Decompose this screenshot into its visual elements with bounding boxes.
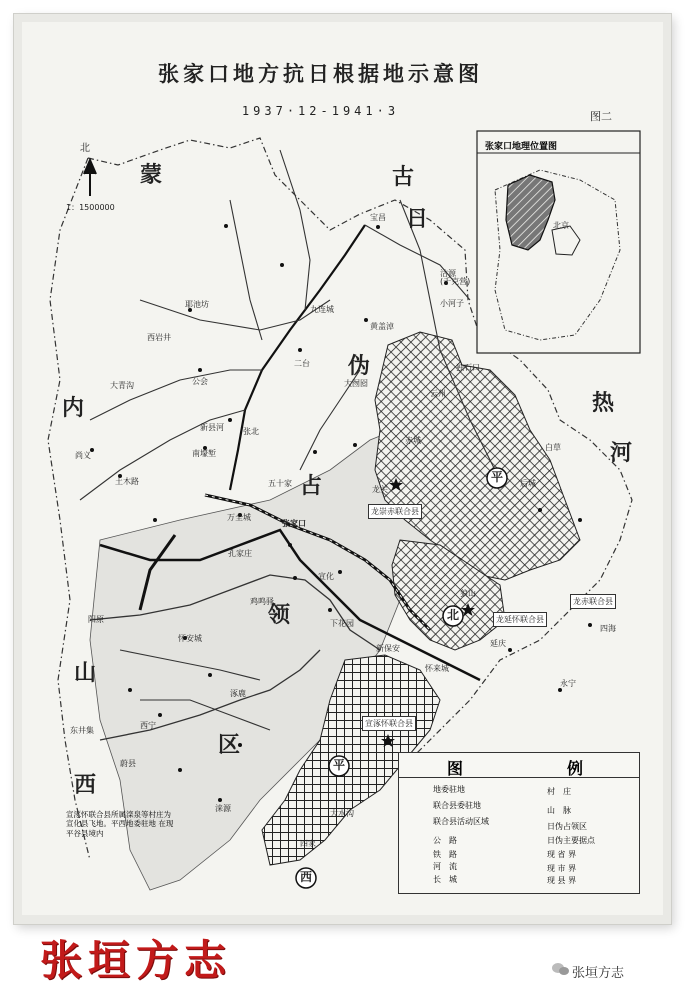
place-label: 西岩井 — [147, 333, 171, 342]
brand-watermark: 张垣方志 — [40, 936, 233, 985]
legend — [398, 752, 640, 894]
legend-item: 现 市 界 — [547, 864, 577, 873]
legend-item: 村 庄 — [547, 787, 571, 796]
legend-item: 地委驻地 — [433, 785, 465, 794]
region-ling: 领 — [268, 602, 291, 628]
legend-item: 联合县活动区域 — [433, 817, 489, 826]
county-box-xuanzhuo: 宣涿怀联合县 — [362, 716, 416, 731]
place-label: 大青沟 — [110, 381, 134, 390]
place-label: 四海 — [600, 624, 616, 633]
place-label: 宝昌 — [370, 213, 386, 222]
circle-ping-label: 平 — [491, 470, 504, 484]
legend-item: 现 省 界 — [547, 850, 577, 859]
region-zhan: 占 — [300, 473, 323, 499]
place-label: 土木路 — [115, 477, 139, 486]
legend-item: 铁 路 — [433, 850, 457, 859]
place-label: 永宁 — [560, 679, 576, 688]
north-arrow — [84, 160, 96, 196]
map-note: 宣涿怀联合县所属滦泉等村庄为宣化县飞地。平西地委驻地 在现平谷县境内 — [66, 810, 174, 838]
region-meng: 蒙 — [140, 162, 163, 188]
place-label: 涞源 — [215, 804, 231, 813]
county-box-longchi: 龙赤联合县 — [570, 594, 616, 609]
legend-item: 日伪占领区 — [547, 822, 587, 831]
place-label: 涿鹿 — [230, 689, 246, 698]
place-label: 云州 — [430, 389, 446, 398]
place-label: 孔家庄 — [228, 549, 252, 558]
legend-item: 山 脉 — [547, 806, 571, 815]
place-label: 西宁 — [140, 721, 156, 730]
place-label: 新保安 — [376, 644, 400, 653]
map-title: 张家口地方抗日根据地示意图 — [158, 61, 483, 86]
place-label: 阳原 — [88, 615, 104, 624]
region-nei: 内 — [62, 395, 85, 421]
figure-number: 图二 — [590, 110, 612, 123]
place-label: 赤城 — [405, 436, 421, 445]
railway-north — [230, 225, 365, 490]
place-label: 怀来城 — [425, 664, 449, 673]
circle-bei-label: 北 — [447, 608, 460, 622]
place-label: 下花园 — [330, 619, 354, 628]
legend-item: 河 流 — [433, 862, 457, 871]
inset-title: 张家口地理位置图 — [485, 142, 558, 152]
region-he: 河 — [610, 440, 633, 466]
place-label: 张北 — [243, 427, 259, 436]
county-box-longyan: 龙延怀联合县 — [493, 612, 547, 627]
place-label: 尚义 — [75, 451, 91, 460]
place-label: 鸡鸣驿 — [250, 597, 274, 606]
legend-item: 联合县委驻地 — [433, 801, 481, 810]
region-shan: 山 — [74, 660, 97, 686]
place-label: 小河子 — [440, 299, 464, 308]
place-label: 后城 — [520, 479, 536, 488]
place-label: 九连城 — [310, 305, 334, 314]
place-label: 大水沟 — [330, 809, 354, 818]
place-label: 万全城 — [227, 513, 251, 522]
place-label: 黄盖淖 — [370, 322, 394, 331]
place-label: 蔚县 — [120, 759, 136, 768]
scale-label: 1：1500000 — [66, 203, 115, 212]
date-range: 1937·12-1941·3 — [241, 104, 400, 118]
place-label: 怀安城 — [178, 634, 202, 643]
place-label: 新县河 — [200, 423, 224, 432]
place-label: 宣化 — [318, 572, 334, 581]
place-label: 延庆 — [490, 639, 506, 648]
wechat-account-name: 张垣方志 — [572, 966, 625, 981]
region-wei: 伪 — [348, 353, 371, 379]
north-label: 北 — [80, 143, 90, 154]
legend-item: 长 城 — [433, 875, 457, 884]
place-label: 耶池坊 — [185, 300, 209, 309]
legend-item: 公 路 — [433, 836, 457, 845]
legend-item: 日伪主要据点 — [547, 836, 595, 845]
place-label: 龙关 — [372, 485, 388, 494]
west-boundary — [48, 158, 90, 860]
inset-city: 北京 — [553, 221, 569, 230]
place-label: 公会 — [192, 377, 208, 386]
place-label: 四家 — [300, 839, 316, 848]
place-label: 沽源 (千克营) — [440, 269, 471, 286]
place-label: 张家口 — [282, 519, 306, 528]
region-xi: 西 — [74, 772, 97, 798]
place-label: 南壕堑 — [192, 449, 216, 458]
circle-ping2-label: 平 — [333, 758, 346, 772]
place-label: 白草 — [545, 443, 561, 452]
legend-title-right: 例 — [567, 759, 584, 778]
region-re: 热 — [592, 390, 615, 416]
place-label: 二台 — [294, 359, 310, 368]
inset-box — [477, 131, 640, 353]
legend-title-left: 图 — [447, 759, 464, 778]
place-label: 东井集 — [70, 726, 94, 735]
place-label: 大囫囵 — [344, 379, 368, 388]
place-label: 狼山 — [460, 589, 476, 598]
legend-item: 现 县 界 — [547, 876, 577, 885]
region-gu: 古 — [392, 164, 415, 190]
circle-xi-label: 西 — [300, 870, 313, 884]
county-box-longchong: 龙崇赤联合县 — [368, 504, 422, 519]
region-qu: 区 — [218, 732, 241, 758]
wechat-logo — [552, 963, 569, 975]
place-label: 独石口 — [456, 363, 480, 372]
place-label: 五十家 — [268, 479, 292, 488]
region-ri: 日 — [406, 206, 429, 232]
